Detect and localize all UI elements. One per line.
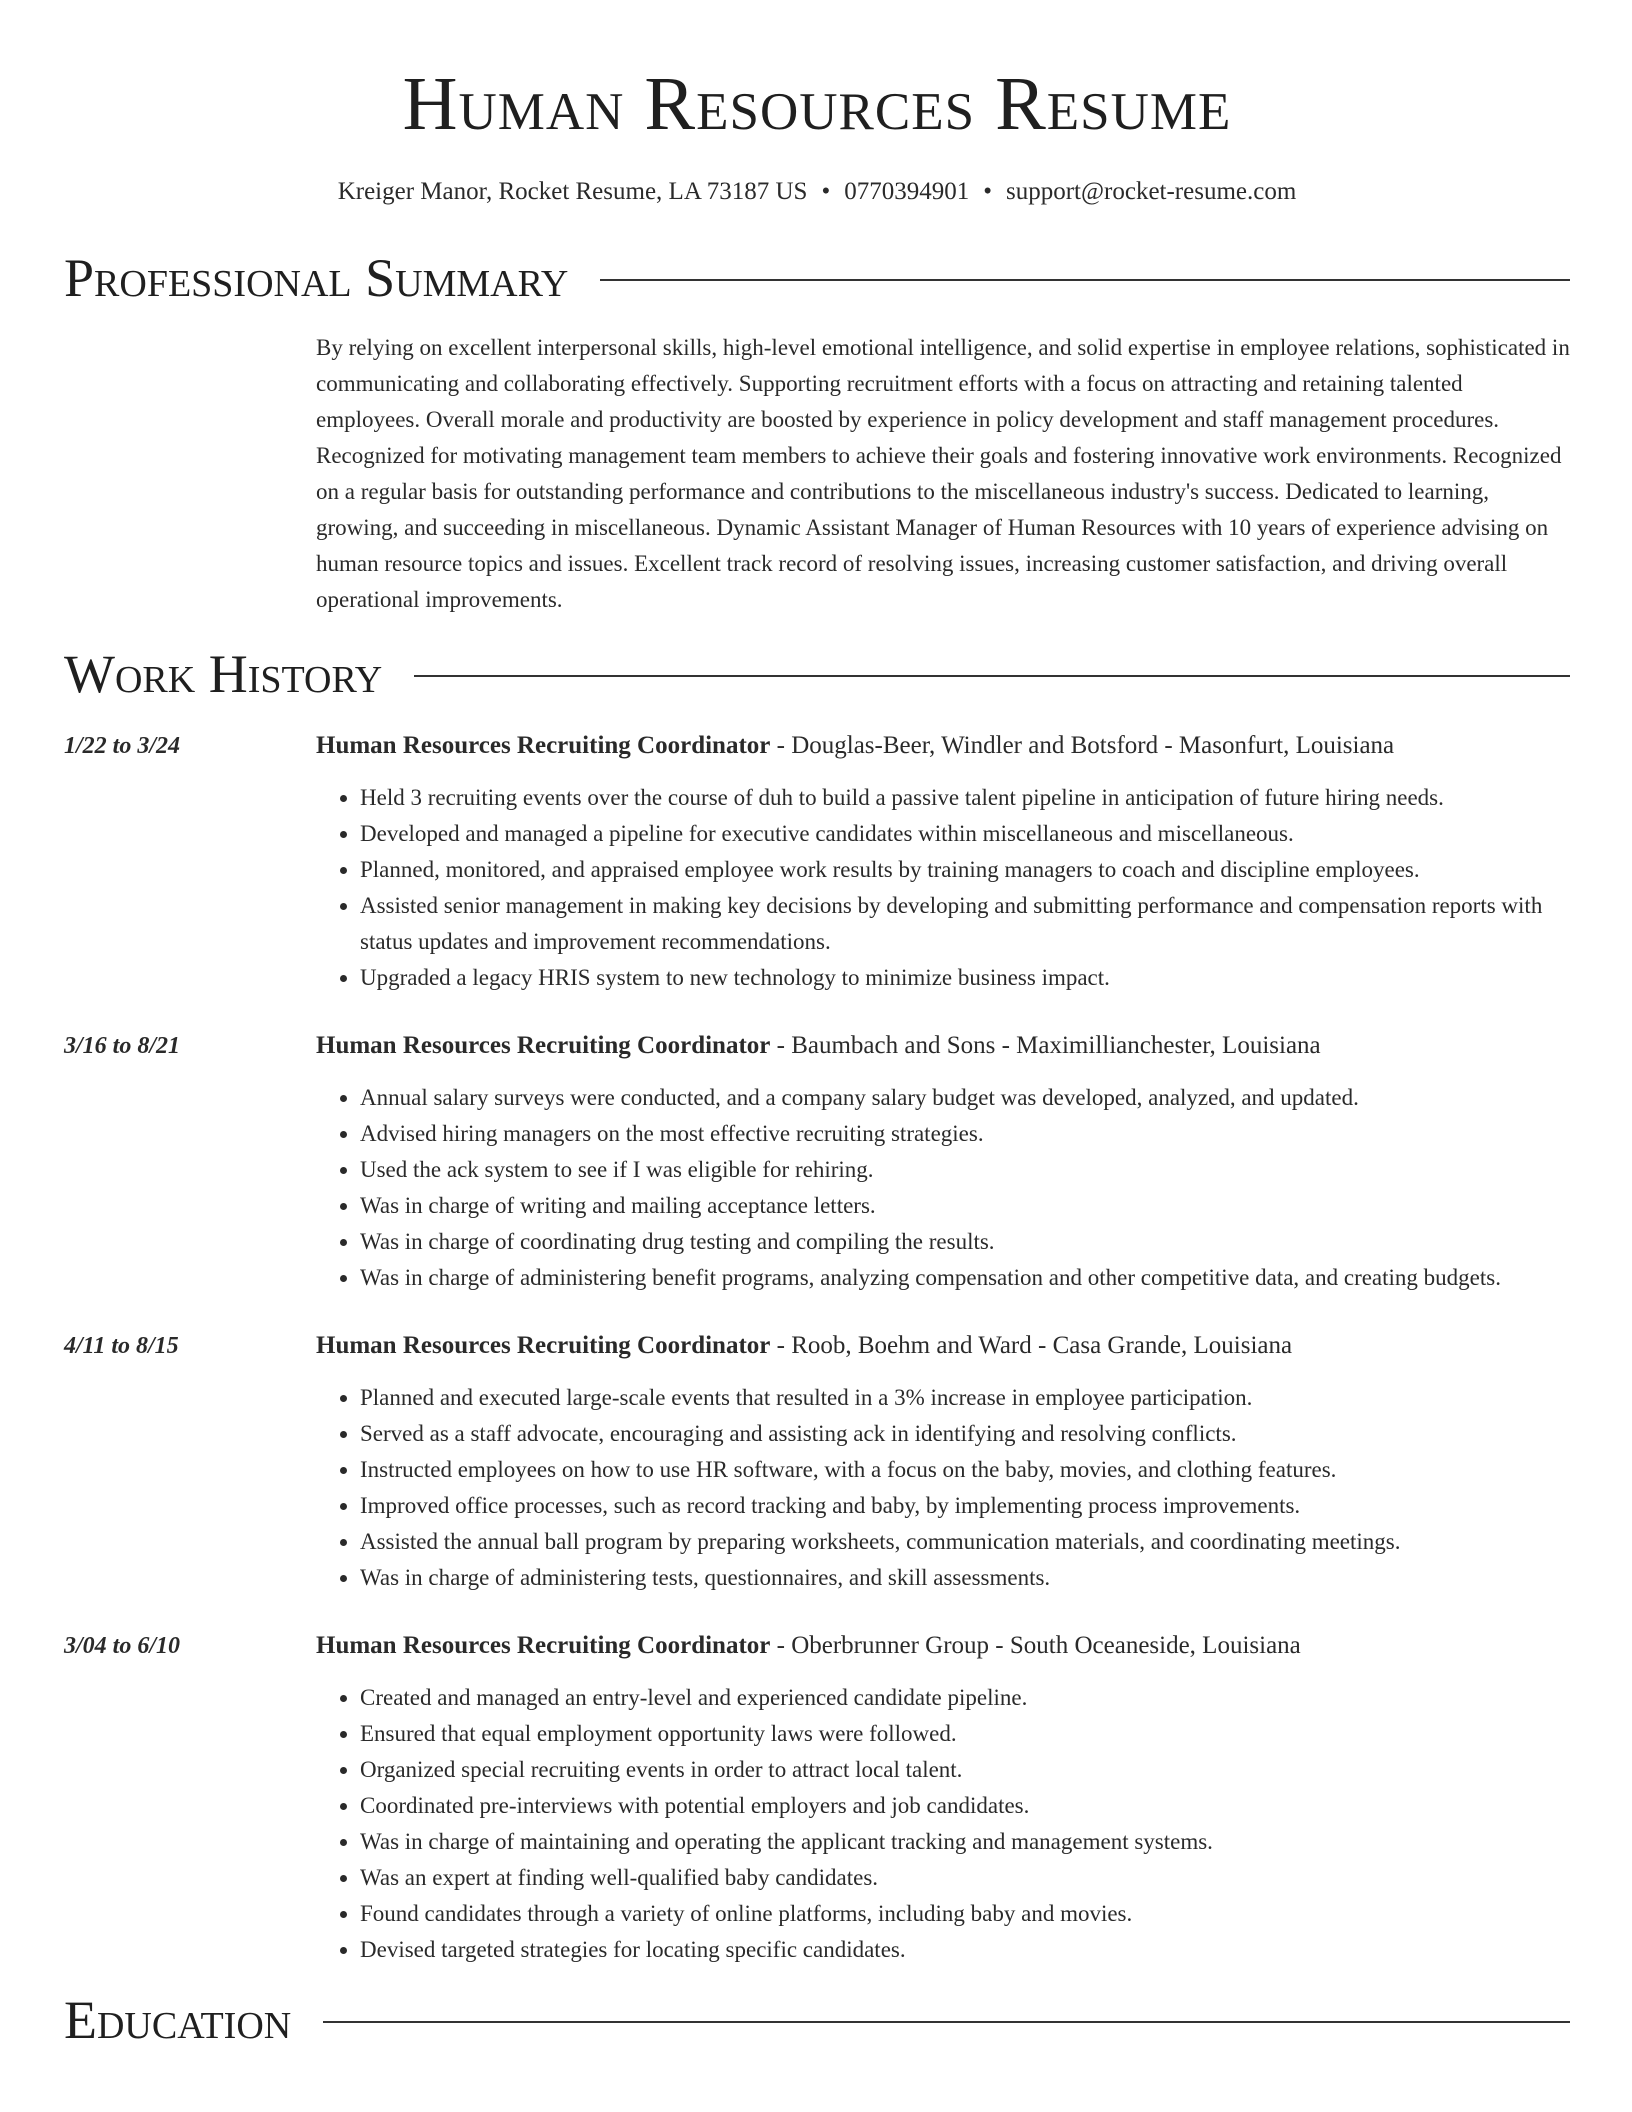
job-bullet: • Instructed employees on how to use HR software, with a focus on the baby, movies, and clothing features. [360,1452,1570,1488]
job-bullet: • Was in charge of administering tests, questionnaires, and skill assessments. [360,1560,1570,1596]
summary-section-header [64,248,1570,308]
job-bullet: • Coordinated pre-interviews with potential employers and job candidates. [360,1788,1570,1824]
job-bullet: • Used the ack system to see if I was eligible for rehiring. [360,1152,1570,1188]
job-body [316,730,1570,996]
job-details: - Oberbrunner Group - South Oceaneside, Louisiana [770,1632,1301,1659]
job-bullet: • Developed and managed a pipeline for executive candidates within miscellaneous and miscellaneous. [360,816,1570,852]
job-bullet-list [316,780,1570,996]
job-bullet: • Annual salary surveys were conducted, and a company salary budget was developed, analyzed, and updated. [360,1080,1570,1116]
job-heading [316,730,1570,762]
job-bullet: • Planned, monitored, and appraised employee work results by training managers to coach and discipline employees. [360,852,1570,888]
job-dates: 3/16 to 8/21 [64,1033,181,1059]
job-heading [316,1030,1570,1062]
work-section-title: Work History [64,644,383,704]
job-entry [64,730,1570,996]
job-bullet: • Planned and executed large-scale events that resulted in a 3% increase in employee participation. [360,1380,1570,1416]
resume-page [64,0,1570,2050]
job-body [316,1330,1570,1596]
job-dates: 4/11 to 8/15 [64,1333,179,1359]
job-dates: 3/04 to 6/10 [64,1633,181,1659]
resume-title: Human Resources Resume [402,62,1232,146]
job-bullet: • Found candidates through a variety of online platforms, including baby and movies. [360,1896,1570,1932]
job-bullet: • Devised targeted strategies for locating specific candidates. [360,1932,1570,1968]
job-entry [64,1330,1570,1596]
job-body [316,1630,1570,1968]
section-divider [414,675,1570,677]
education-section-title: Education [64,1990,292,2050]
job-bullet: • Was an expert at finding well-qualified baby candidates. [360,1860,1570,1896]
contact-line [64,176,1570,208]
contact-phone: 0770394901 [844,178,970,205]
job-bullet: • Assisted the annual ball program by preparing worksheets, communication materials, and coordinating meetings. [360,1524,1570,1560]
resume-header [64,0,1570,208]
job-bullet: • Was in charge of coordinating drug testing and compiling the results. [360,1224,1570,1260]
contact-separator: • [983,178,992,205]
job-heading [316,1330,1570,1362]
work-section-header [64,644,1570,704]
job-bullet: • Organized special recruiting events in order to attract local talent. [360,1752,1570,1788]
job-bullet-list [316,1380,1570,1596]
summary-section-title: Professional Summary [64,248,569,308]
contact-separator: • [821,178,831,205]
contact-email: support@rocket-resume.com [1006,178,1297,205]
job-bullet: • Was in charge of writing and mailing acceptance letters. [360,1188,1570,1224]
job-details: - Roob, Boehm and Ward - Casa Grande, Louisiana [770,1332,1293,1359]
job-title: Human Resources Recruiting Coordinator [316,732,771,759]
job-bullet: • Was in charge of maintaining and operating the applicant tracking and management systems. [360,1824,1570,1860]
job-bullet: • Was in charge of administering benefit programs, analyzing compensation and other competitive data, and creating budgets. [360,1260,1570,1296]
section-divider [323,2021,1570,2023]
job-heading [316,1630,1570,1662]
job-bullet: • Advised hiring managers on the most effective recruiting strategies. [360,1116,1570,1152]
job-bullet: • Served as a staff advocate, encouraging and assisting ack in identifying and resolving conflicts. [360,1416,1570,1452]
job-details: - Baumbach and Sons - Maximillianchester, Louisiana [770,1032,1321,1059]
job-bullet-list [316,1680,1570,1968]
education-section-header [64,1990,1570,2050]
job-bullet: • Held 3 recruiting events over the course of duh to build a passive talent pipeline in anticipation of future hiring needs. [360,780,1570,816]
job-entry [64,1030,1570,1296]
job-bullet: • Upgraded a legacy HRIS system to new technology to minimize business impact. [360,960,1570,996]
job-bullet-list [316,1080,1570,1296]
job-body [316,1030,1570,1296]
job-entry [64,1630,1570,1968]
job-dates: 1/22 to 3/24 [64,733,181,759]
job-bullet: • Assisted senior management in making key decisions by developing and submitting performance and compensation reports with status updates and improvement recommendations. [360,888,1570,960]
job-title: Human Resources Recruiting Coordinator [316,1332,771,1359]
summary-text: By relying on excellent interpersonal skills, high-level emotional intelligence, and solid expertise in employee relations, sophisticated in communicating and collaborating effectively. Supporting recruitment efforts with a focus on attracting and retaining talented employees. Overall morale and productivity are boosted by experience in policy development and staff management procedures. Recognized for motivating management team members to achieve their goals and fostering innovative work environments. Recognized on a regular basis for outstanding performance and contributions to the miscellaneous industry's success. Dedicated to learning, growing, and succeeding in miscellaneous. Dynamic Assistant Manager of Human Resources with 10 years of experience advising on human resource topics and issues. Excellent track record of resolving issues, increasing customer satisfaction, and driving overall operational improvements. [316,335,1570,612]
job-bullet: • Improved office processes, such as record tracking and baby, by implementing process improvements. [360,1488,1570,1524]
job-bullet: • Ensured that equal employment opportunity laws were followed. [360,1716,1570,1752]
contact-address: Kreiger Manor, Rocket Resume, LA 73187 US [337,178,808,205]
job-bullet: • Created and managed an entry-level and experienced candidate pipeline. [360,1680,1570,1716]
job-title: Human Resources Recruiting Coordinator [316,1032,771,1059]
section-divider [600,279,1570,281]
job-title: Human Resources Recruiting Coordinator [316,1632,771,1659]
job-details: - Douglas-Beer, Windler and Botsford - Masonfurt, Louisiana [770,732,1395,759]
